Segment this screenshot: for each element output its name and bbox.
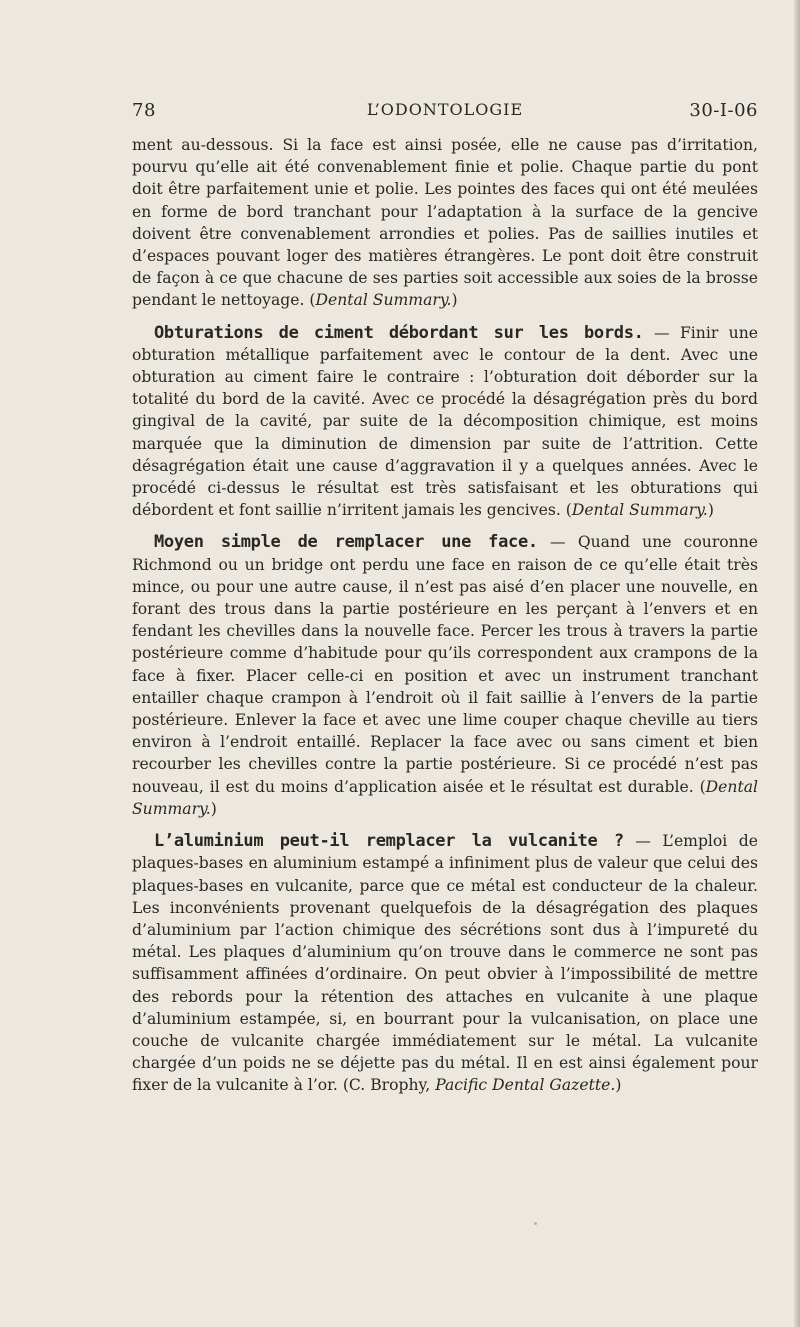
section-remplacer-face xyxy=(132,531,758,820)
paper-speck xyxy=(534,1222,537,1225)
source-open: ( xyxy=(693,777,706,796)
section-heading: Moyen simple de remplacer une face. xyxy=(154,532,538,553)
source-open: ( xyxy=(560,501,572,520)
paragraph-text: — Quand une couronne Richmond ou un bridge ont perdu une face en raison de ce qu’elle était très mince, ou pour une autre cause, il n’est pas aisé d’en placer une nouvelle, en forant des trous dans la partie postérieure en les perçant à l’envers et en fendant les chevilles dans la nouvelle face. Percer les trous à travers la partie postérieure comme d’habitude pour qu’ils correspondent aux crampons de la face à fixer. Placer celle-ci en position et avec un instrument tranchant entailler chaque crampon à l’endroit où il fait saillie à l’envers de la partie postérieure. Enlever la face et avec une lime couper chaque cheville au tiers environ à l’endroit entaillé. Replacer la face avec ou sans ciment et bien recourber les chevilles contre la partie postérieure. Si ce procédé n’est pas nouveau, il est du moins d’application aisée et le résultat est durable. xyxy=(132,533,758,796)
paragraph-text: ment au-dessous. Si la face est ainsi posée, elle ne cause pas d’irritation, pourvu qu’elle ait été convenablement finie et polie. Chaque partie du pont doit être parfaitement unie et polie. Les pointes des faces qui ont été meulées en forme de bord tranchant pour l’adaptation à la surface de la gencive doivent être convenablement arrondies et polies. Pas de saillies inutiles et d’espaces pouvant loger des matières étrangères. Le pont doit être construit de façon à ce que chacune de ses parties soit accessible aux soies de la brosse pendant le nettoyage. xyxy=(132,136,758,310)
source-close: ) xyxy=(615,1076,622,1095)
source-close: ) xyxy=(210,799,217,818)
section-heading: Obturations de ciment débordant sur les bords. xyxy=(154,322,644,343)
running-header xyxy=(132,100,758,126)
page-number: 78 xyxy=(132,100,156,121)
source-citation: Dental Summary. xyxy=(132,777,758,818)
source-citation: Dental Summary. xyxy=(315,291,452,310)
section-aluminium-vulcanite xyxy=(132,830,758,1096)
source-close: ) xyxy=(707,501,714,520)
source-open: ( xyxy=(304,291,316,310)
paragraph-text: — L’emploi de plaques-bases en aluminium estampé a infiniment plus de valeur que celui des plaques-bases en vulcanite, parce que ce métal est conducteur de la chaleur. Les inconvénients provenant quelquefois de la désagrégation des plaques d’aluminium par l’action chimique des sécrétions sont dus à l’impureté du métal. Les plaques d’aluminium qu’on trouve dans le commerce ne sont pas suffisamment affinées d’ordinaire. On peut obvier à l’impossibilité de mettre des rebords pour la rétention des attaches en vulcanite à une plaque d’aluminium estampée, si, en bourrant pour la vulcanisation, on place une couche de vulcanite chargée immédiatement sur le métal. La vulcanite chargée d’un poids ne se déjette pas du métal. Il en est ainsi également pour fixer de la vulcanite à l’or. xyxy=(132,832,758,1095)
article-body xyxy=(132,134,758,1097)
section-obturations-ciment xyxy=(132,322,758,522)
issue-date: 30-I-06 xyxy=(689,100,758,121)
journal-title: L’ODONTOLOGIE xyxy=(366,100,524,119)
source-citation: Pacific Dental Gazette. xyxy=(435,1076,616,1095)
paragraph-continuation xyxy=(132,134,758,312)
source-close: ) xyxy=(451,291,458,310)
paragraph-text: — Finir une obturation métallique parfaitement avec le contour de la dent. Avec une obturation au ciment faire le contraire : l’obturation doit déborder sur la totalité du bord de la cavité. Avec ce procédé la désagrégation près du bord gingival de la cavité, par suite de la décomposition chimique, est moins marquée que la diminution de dimension par suite de l’attrition. Cette désagrégation était une cause d’aggravation il y a quelques années. Avec le procédé ci-dessus le résultat est très satisfaisant et les obturations qui débordent et font saillie n’irritent jamais les gencives. xyxy=(132,323,758,520)
source-citation: Dental Summary. xyxy=(571,501,708,520)
page-edge-shadow xyxy=(794,0,800,1327)
section-heading: L’aluminium peut-il remplacer la vulcanite ? xyxy=(154,831,624,852)
source-open: (C. Brophy, xyxy=(337,1076,436,1095)
